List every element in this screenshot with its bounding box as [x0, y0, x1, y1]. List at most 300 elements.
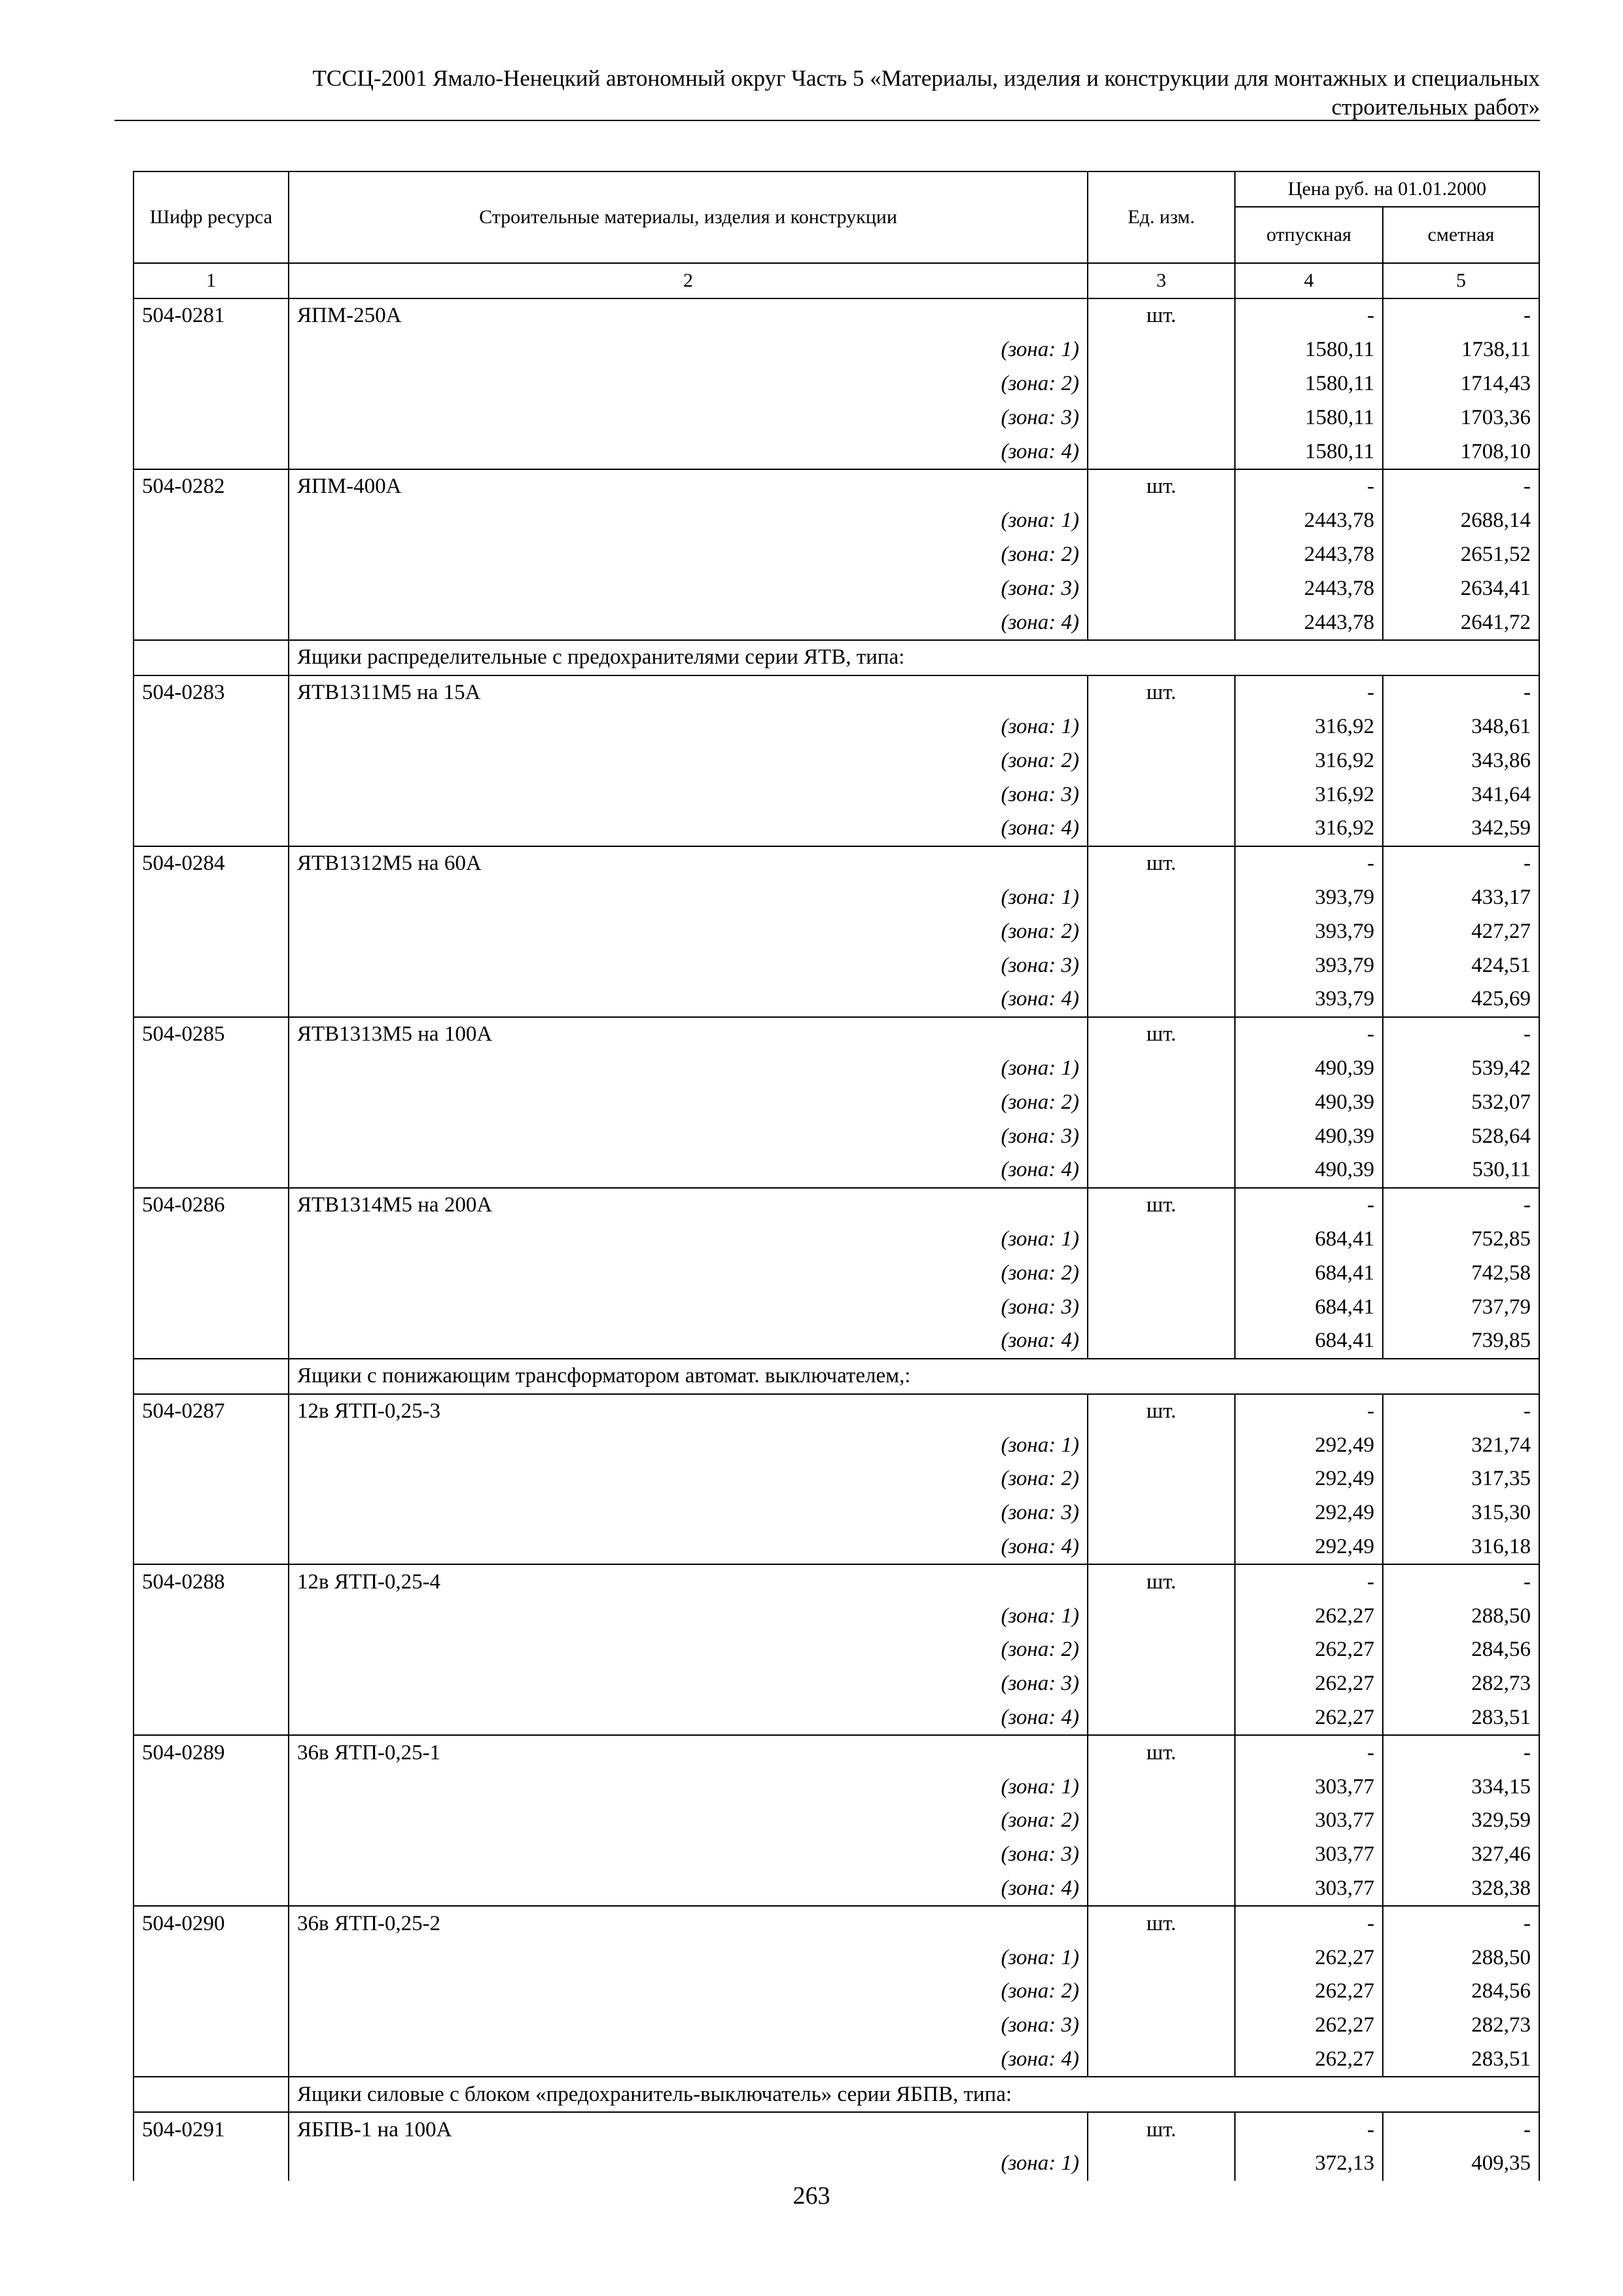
unit-cell: шт. — [1088, 1906, 1235, 1941]
zone-label: (зона: 2) — [289, 1804, 1088, 1838]
zone-row — [134, 744, 1539, 778]
release-price: - — [1235, 1564, 1383, 1599]
zone-unit-cell — [1088, 1633, 1235, 1667]
zone-estimate-price: 316,18 — [1383, 1530, 1539, 1565]
zone-unit-cell — [1088, 1770, 1235, 1804]
zone-row — [134, 1941, 1539, 1975]
zone-code-cell — [134, 401, 289, 435]
zone-code-cell — [134, 1153, 289, 1188]
zone-unit-cell — [1088, 1599, 1235, 1633]
zone-code-cell — [134, 881, 289, 915]
zone-row — [134, 1119, 1539, 1153]
zone-release-price: 684,41 — [1235, 1290, 1383, 1324]
table-row — [134, 675, 1539, 710]
zone-release-price: 262,27 — [1235, 1701, 1383, 1736]
zone-label: (зона: 2) — [289, 744, 1088, 778]
release-price: - — [1235, 298, 1383, 333]
zone-estimate-price: 530,11 — [1383, 1153, 1539, 1188]
unit-cell: шт. — [1088, 298, 1235, 333]
table-row — [134, 1735, 1539, 1770]
release-price: - — [1235, 2112, 1383, 2147]
zone-unit-cell — [1088, 914, 1235, 948]
zone-label: (зона: 4) — [289, 982, 1088, 1017]
zone-unit-cell — [1088, 1428, 1235, 1462]
table-row — [134, 1906, 1539, 1941]
zone-unit-cell — [1088, 504, 1235, 538]
resource-code: 504-0289 — [134, 1735, 289, 1770]
zone-estimate-price: 425,69 — [1383, 982, 1539, 1017]
zone-release-price: 393,79 — [1235, 881, 1383, 915]
zone-estimate-price: 2634,41 — [1383, 571, 1539, 605]
zone-label: (зона: 3) — [289, 571, 1088, 605]
zone-estimate-price: 2651,52 — [1383, 538, 1539, 572]
zone-unit-cell — [1088, 435, 1235, 469]
zone-code-cell — [134, 1804, 289, 1838]
zone-unit-cell — [1088, 1462, 1235, 1496]
zone-unit-cell — [1088, 571, 1235, 605]
estimate-price: - — [1383, 298, 1539, 333]
table-row — [134, 1017, 1539, 1052]
estimate-price: - — [1383, 1017, 1539, 1052]
section-row — [134, 1359, 1539, 1394]
zone-estimate-price: 433,17 — [1383, 881, 1539, 915]
estimate-price: - — [1383, 2112, 1539, 2147]
zone-release-price: 292,49 — [1235, 1428, 1383, 1462]
zone-unit-cell — [1088, 2147, 1235, 2181]
unit-cell: шт. — [1088, 2112, 1235, 2147]
material-name: ЯПМ-250А — [289, 298, 1088, 333]
zone-row — [134, 367, 1539, 401]
zone-release-price: 262,27 — [1235, 2043, 1383, 2077]
estimate-price: - — [1383, 846, 1539, 881]
zone-code-cell — [134, 948, 289, 982]
zone-estimate-price: 742,58 — [1383, 1256, 1539, 1290]
column-header-name: Строительные материалы, изделия и конструкции — [289, 171, 1088, 263]
zone-estimate-price: 1703,36 — [1383, 401, 1539, 435]
zone-label: (зона: 4) — [289, 1324, 1088, 1359]
zone-unit-cell — [1088, 1324, 1235, 1359]
zone-code-cell — [134, 1462, 289, 1496]
unit-cell: шт. — [1088, 846, 1235, 881]
unit-cell: шт. — [1088, 1564, 1235, 1599]
zone-estimate-price: 315,30 — [1383, 1496, 1539, 1530]
resource-code: 504-0282 — [134, 469, 289, 504]
zone-estimate-price: 283,51 — [1383, 2043, 1539, 2077]
zone-estimate-price: 737,79 — [1383, 1290, 1539, 1324]
zone-unit-cell — [1088, 1667, 1235, 1701]
zone-unit-cell — [1088, 2043, 1235, 2077]
zone-release-price: 316,92 — [1235, 812, 1383, 846]
zone-row — [134, 1462, 1539, 1496]
zone-row — [134, 1223, 1539, 1257]
zone-release-price: 1580,11 — [1235, 367, 1383, 401]
zone-code-cell — [134, 538, 289, 572]
table-row — [134, 1394, 1539, 1429]
zone-row — [134, 571, 1539, 605]
zone-release-price: 393,79 — [1235, 914, 1383, 948]
zone-estimate-price: 1708,10 — [1383, 435, 1539, 469]
header-line-1: ТССЦ-2001 Ямало-Ненецкий автономный округ Часть 5 «Материалы, изделия и конструкции для монтажных и специальных — [312, 65, 1540, 91]
zone-release-price: 490,39 — [1235, 1052, 1383, 1086]
zone-code-cell — [134, 1052, 289, 1086]
table-row — [134, 1564, 1539, 1599]
zone-label: (зона: 2) — [289, 1975, 1088, 2009]
zone-code-cell — [134, 571, 289, 605]
running-header — [115, 64, 1540, 122]
zone-estimate-price: 342,59 — [1383, 812, 1539, 846]
zone-label: (зона: 1) — [289, 1599, 1088, 1633]
zone-code-cell — [134, 914, 289, 948]
zone-release-price: 1580,11 — [1235, 435, 1383, 469]
zone-label: (зона: 1) — [289, 710, 1088, 744]
resource-code: 504-0285 — [134, 1017, 289, 1052]
zone-code-cell — [134, 1975, 289, 2009]
zone-release-price: 316,92 — [1235, 744, 1383, 778]
zone-release-price: 490,39 — [1235, 1153, 1383, 1188]
unit-cell: шт. — [1088, 1394, 1235, 1429]
section-code-cell — [134, 1359, 289, 1394]
material-name: 36в ЯТП-0,25-2 — [289, 1906, 1088, 1941]
table-row — [134, 469, 1539, 504]
zone-code-cell — [134, 1530, 289, 1565]
zone-label: (зона: 1) — [289, 1770, 1088, 1804]
zone-release-price: 684,41 — [1235, 1324, 1383, 1359]
zone-row — [134, 333, 1539, 367]
zone-release-price: 262,27 — [1235, 1975, 1383, 2009]
zone-label: (зона: 2) — [289, 1085, 1088, 1119]
zone-label: (зона: 3) — [289, 948, 1088, 982]
unit-cell: шт. — [1088, 675, 1235, 710]
zone-label: (зона: 4) — [289, 812, 1088, 846]
zone-estimate-price: 1738,11 — [1383, 333, 1539, 367]
header-rule — [115, 120, 1540, 121]
zone-label: (зона: 3) — [289, 1496, 1088, 1530]
zone-code-cell — [134, 1223, 289, 1257]
estimate-price: - — [1383, 1394, 1539, 1429]
zone-release-price: 303,77 — [1235, 1872, 1383, 1907]
zone-unit-cell — [1088, 982, 1235, 1017]
zone-label: (зона: 3) — [289, 1119, 1088, 1153]
zone-code-cell — [134, 744, 289, 778]
material-name: 12в ЯТП-0,25-3 — [289, 1394, 1088, 1429]
zone-estimate-price: 528,64 — [1383, 1119, 1539, 1153]
zone-release-price: 490,39 — [1235, 1085, 1383, 1119]
table-row — [134, 846, 1539, 881]
unit-cell: шт. — [1088, 1188, 1235, 1223]
column-header-price: Цена руб. на 01.01.2000 — [1235, 171, 1539, 207]
zone-label: (зона: 2) — [289, 367, 1088, 401]
zone-label: (зона: 3) — [289, 1290, 1088, 1324]
zone-unit-cell — [1088, 1804, 1235, 1838]
header-line-2: строительных работ» — [1331, 94, 1540, 120]
release-price: - — [1235, 1394, 1383, 1429]
column-number-4: 4 — [1235, 263, 1383, 298]
zone-label: (зона: 3) — [289, 2009, 1088, 2043]
zone-unit-cell — [1088, 1085, 1235, 1119]
column-number-2: 2 — [289, 263, 1088, 298]
zone-code-cell — [134, 504, 289, 538]
zone-release-price: 303,77 — [1235, 1804, 1383, 1838]
zone-estimate-price: 334,15 — [1383, 1770, 1539, 1804]
column-header-release: отпускная — [1235, 207, 1383, 263]
zone-row — [134, 1804, 1539, 1838]
zone-unit-cell — [1088, 538, 1235, 572]
zone-row — [134, 1633, 1539, 1667]
zone-label: (зона: 4) — [289, 1530, 1088, 1565]
zone-row — [134, 1838, 1539, 1872]
zone-estimate-price: 282,73 — [1383, 1667, 1539, 1701]
zone-label: (зона: 2) — [289, 914, 1088, 948]
zone-release-price: 1580,11 — [1235, 333, 1383, 367]
zone-code-cell — [134, 1599, 289, 1633]
zone-release-price: 262,27 — [1235, 1667, 1383, 1701]
zone-row — [134, 1290, 1539, 1324]
zone-row — [134, 1085, 1539, 1119]
zone-estimate-price: 283,51 — [1383, 1701, 1539, 1736]
material-name: ЯТВ1312М5 на 60А — [289, 846, 1088, 881]
estimate-price: - — [1383, 1564, 1539, 1599]
material-name: ЯТВ1314М5 на 200А — [289, 1188, 1088, 1223]
zone-unit-cell — [1088, 744, 1235, 778]
zone-code-cell — [134, 2043, 289, 2077]
estimate-price: - — [1383, 469, 1539, 504]
zone-estimate-price: 348,61 — [1383, 710, 1539, 744]
zone-unit-cell — [1088, 778, 1235, 812]
resource-code: 504-0281 — [134, 298, 289, 333]
resource-code: 504-0290 — [134, 1906, 289, 1941]
release-price: - — [1235, 1906, 1383, 1941]
zone-release-price: 262,27 — [1235, 1599, 1383, 1633]
zone-estimate-price: 282,73 — [1383, 2009, 1539, 2043]
zone-code-cell — [134, 982, 289, 1017]
zone-row — [134, 2043, 1539, 2077]
zone-unit-cell — [1088, 1223, 1235, 1257]
unit-cell: шт. — [1088, 1017, 1235, 1052]
zone-label: (зона: 1) — [289, 1428, 1088, 1462]
zone-code-cell — [134, 812, 289, 846]
zone-row — [134, 710, 1539, 744]
column-header-code: Шифр ресурса — [134, 171, 289, 263]
material-name: 12в ЯТП-0,25-4 — [289, 1564, 1088, 1599]
estimate-price: - — [1383, 1735, 1539, 1770]
section-code-cell — [134, 2077, 289, 2112]
zone-unit-cell — [1088, 1838, 1235, 1872]
zone-estimate-price: 327,46 — [1383, 1838, 1539, 1872]
zone-estimate-price: 1714,43 — [1383, 367, 1539, 401]
zone-unit-cell — [1088, 1256, 1235, 1290]
zone-code-cell — [134, 1428, 289, 1462]
zone-label: (зона: 2) — [289, 1256, 1088, 1290]
zone-release-price: 292,49 — [1235, 1496, 1383, 1530]
resource-code: 504-0288 — [134, 1564, 289, 1599]
zone-label: (зона: 4) — [289, 1701, 1088, 1736]
zone-label: (зона: 4) — [289, 1153, 1088, 1188]
zone-estimate-price: 424,51 — [1383, 948, 1539, 982]
zone-release-price: 2443,78 — [1235, 571, 1383, 605]
table-body — [134, 298, 1539, 2181]
zone-estimate-price: 752,85 — [1383, 1223, 1539, 1257]
zone-release-price: 2443,78 — [1235, 504, 1383, 538]
zone-release-price: 684,41 — [1235, 1256, 1383, 1290]
column-header-estimate: сметная — [1383, 207, 1539, 263]
zone-label: (зона: 2) — [289, 1462, 1088, 1496]
release-price: - — [1235, 1017, 1383, 1052]
section-title: Ящики с понижающим трансформатором автомат. выключателем,: — [289, 1359, 1539, 1394]
section-title: Ящики силовые с блоком «предохранитель-выключатель» серии ЯБПВ, типа: — [289, 2077, 1539, 2112]
zone-code-cell — [134, 367, 289, 401]
zone-label: (зона: 1) — [289, 1941, 1088, 1975]
zone-label: (зона: 1) — [289, 1052, 1088, 1086]
resource-code: 504-0286 — [134, 1188, 289, 1223]
zone-unit-cell — [1088, 1290, 1235, 1324]
zone-estimate-price: 341,64 — [1383, 778, 1539, 812]
section-code-cell — [134, 640, 289, 675]
zone-code-cell — [134, 1256, 289, 1290]
zone-code-cell — [134, 1941, 289, 1975]
zone-release-price: 490,39 — [1235, 1119, 1383, 1153]
resource-code: 504-0291 — [134, 2112, 289, 2147]
zone-release-price: 1580,11 — [1235, 401, 1383, 435]
zone-row — [134, 1701, 1539, 1736]
zone-row — [134, 2147, 1539, 2181]
estimate-price: - — [1383, 1188, 1539, 1223]
zone-unit-cell — [1088, 948, 1235, 982]
zone-row — [134, 1428, 1539, 1462]
zone-unit-cell — [1088, 2009, 1235, 2043]
zone-row — [134, 1153, 1539, 1188]
zone-code-cell — [134, 778, 289, 812]
zone-estimate-price: 2688,14 — [1383, 504, 1539, 538]
zone-row — [134, 1599, 1539, 1633]
unit-cell: шт. — [1088, 469, 1235, 504]
column-number-1: 1 — [134, 263, 289, 298]
zone-row — [134, 1975, 1539, 2009]
zone-release-price: 262,27 — [1235, 1941, 1383, 1975]
zone-release-price: 684,41 — [1235, 1223, 1383, 1257]
zone-label: (зона: 2) — [289, 1633, 1088, 1667]
zone-release-price: 2443,78 — [1235, 605, 1383, 640]
zone-unit-cell — [1088, 605, 1235, 640]
zone-label: (зона: 1) — [289, 1223, 1088, 1257]
zone-label: (зона: 3) — [289, 401, 1088, 435]
zone-row — [134, 778, 1539, 812]
zone-estimate-price: 321,74 — [1383, 1428, 1539, 1462]
zone-unit-cell — [1088, 881, 1235, 915]
zone-row — [134, 982, 1539, 1017]
zone-unit-cell — [1088, 812, 1235, 846]
zone-row — [134, 1256, 1539, 1290]
zone-code-cell — [134, 1633, 289, 1667]
zone-estimate-price: 328,38 — [1383, 1872, 1539, 1907]
zone-unit-cell — [1088, 1496, 1235, 1530]
zone-row — [134, 401, 1539, 435]
zone-unit-cell — [1088, 1153, 1235, 1188]
zone-row — [134, 1496, 1539, 1530]
zone-label: (зона: 4) — [289, 2043, 1088, 2077]
zone-unit-cell — [1088, 1530, 1235, 1565]
zone-row — [134, 1667, 1539, 1701]
zone-estimate-price: 532,07 — [1383, 1085, 1539, 1119]
zone-unit-cell — [1088, 1701, 1235, 1736]
column-header-unit: Ед. изм. — [1088, 171, 1235, 263]
zone-estimate-price: 539,42 — [1383, 1052, 1539, 1086]
zone-estimate-price: 284,56 — [1383, 1975, 1539, 2009]
zone-estimate-price: 409,35 — [1383, 2147, 1539, 2181]
release-price: - — [1235, 1735, 1383, 1770]
zone-estimate-price: 284,56 — [1383, 1633, 1539, 1667]
zone-code-cell — [134, 1667, 289, 1701]
zone-release-price: 303,77 — [1235, 1838, 1383, 1872]
zone-code-cell — [134, 1872, 289, 1907]
zone-label: (зона: 1) — [289, 2147, 1088, 2181]
resource-code: 504-0284 — [134, 846, 289, 881]
zone-label: (зона: 3) — [289, 778, 1088, 812]
zone-code-cell — [134, 1119, 289, 1153]
zone-estimate-price: 739,85 — [1383, 1324, 1539, 1359]
zone-unit-cell — [1088, 710, 1235, 744]
section-row — [134, 640, 1539, 675]
zone-row — [134, 435, 1539, 469]
table-row — [134, 1188, 1539, 1223]
zone-label: (зона: 3) — [289, 1667, 1088, 1701]
release-price: - — [1235, 469, 1383, 504]
zone-label: (зона: 1) — [289, 881, 1088, 915]
zone-code-cell — [134, 333, 289, 367]
zone-row — [134, 504, 1539, 538]
zone-unit-cell — [1088, 1052, 1235, 1086]
zone-row — [134, 2009, 1539, 2043]
zone-row — [134, 914, 1539, 948]
zone-code-cell — [134, 2147, 289, 2181]
zone-unit-cell — [1088, 401, 1235, 435]
column-number-5: 5 — [1383, 263, 1539, 298]
resource-code: 504-0283 — [134, 675, 289, 710]
zone-release-price: 2443,78 — [1235, 538, 1383, 572]
zone-code-cell — [134, 2009, 289, 2043]
section-row — [134, 2077, 1539, 2112]
zone-code-cell — [134, 1701, 289, 1736]
zone-release-price: 292,49 — [1235, 1462, 1383, 1496]
zone-unit-cell — [1088, 1119, 1235, 1153]
material-name: ЯПМ-400А — [289, 469, 1088, 504]
zone-estimate-price: 2641,72 — [1383, 605, 1539, 640]
zone-row — [134, 1530, 1539, 1565]
zone-row — [134, 1770, 1539, 1804]
zone-row — [134, 605, 1539, 640]
zone-label: (зона: 3) — [289, 1838, 1088, 1872]
estimate-price: - — [1383, 675, 1539, 710]
zone-code-cell — [134, 1085, 289, 1119]
zone-unit-cell — [1088, 1975, 1235, 2009]
zone-release-price: 316,92 — [1235, 778, 1383, 812]
zone-row — [134, 812, 1539, 846]
zone-row — [134, 1052, 1539, 1086]
zone-code-cell — [134, 605, 289, 640]
zone-code-cell — [134, 1496, 289, 1530]
column-number-3: 3 — [1088, 263, 1235, 298]
zone-release-price: 262,27 — [1235, 2009, 1383, 2043]
zone-row — [134, 1324, 1539, 1359]
zone-estimate-price: 427,27 — [1383, 914, 1539, 948]
material-name: ЯТВ1311М5 на 15А — [289, 675, 1088, 710]
table-row — [134, 298, 1539, 333]
zone-release-price: 393,79 — [1235, 982, 1383, 1017]
zone-estimate-price: 288,50 — [1383, 1599, 1539, 1633]
zone-release-price: 316,92 — [1235, 710, 1383, 744]
price-table — [133, 171, 1540, 2181]
zone-code-cell — [134, 1290, 289, 1324]
zone-release-price: 262,27 — [1235, 1633, 1383, 1667]
